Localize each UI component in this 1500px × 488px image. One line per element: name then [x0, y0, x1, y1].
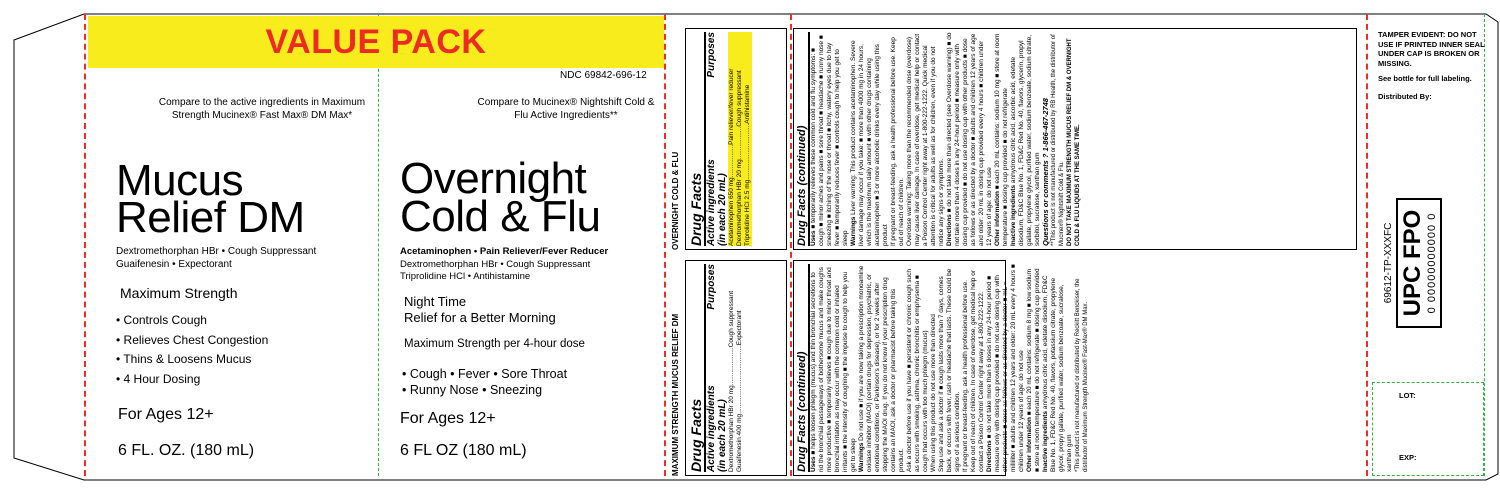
df-warn-head: Warnings: [858, 442, 865, 472]
df-pregnant: If pregnant or breast-feeding, ask a health professional before use. Keep out of reach of children.: [890, 37, 905, 246]
df-keep-out: Keep out of reach of children. In case of overdose, get medical help or contact a Poison Control Center right away at 1-800-222-1222.: [970, 270, 985, 472]
benefit-item: • Thins & Loosens Mucus: [116, 352, 252, 366]
overnight-ingredient-line: Triprolidine HCl • Antihistamine: [400, 271, 531, 282]
df-title: Drug Facts: [688, 172, 704, 246]
lot-label: LOT:: [1399, 391, 1416, 400]
df-cont-title: Drug Facts (continued): [796, 351, 808, 472]
mucus-ingredients-2: Guaifenesin • Expectorant: [116, 259, 232, 270]
fold-line: [1366, 14, 1368, 476]
df-footnote: *This product is not manufactured or distributed by Reckitt Benckiser, the distributor of Maximum Strength Mucinex® Fast-Max® DM Max.: [1075, 278, 1089, 472]
upc-block: [1383, 198, 1483, 328]
df-dir-head: Directions: [986, 440, 993, 472]
value-pack-banner: [88, 16, 664, 68]
overnight-strength: Maximum Strength per 4-hour dose: [404, 338, 585, 350]
df-active: Active ingredients: [706, 159, 717, 246]
mucus-ingredients-1: Dextromethorphan HBr • Cough Suppressant: [116, 246, 317, 257]
lot-exp-box: [1372, 382, 1484, 476]
overnight-ingredients: [400, 246, 608, 284]
night-relief-line: Relief for a Better Morning: [404, 310, 556, 325]
df-cont-title: Drug Facts (continued): [796, 125, 808, 246]
overnight-night-text: [404, 294, 556, 326]
df-active: Active ingredients: [706, 385, 717, 472]
overnight-ingredient-line: Dextromethorphan HBr • Cough Suppressant: [400, 258, 591, 270]
mucus-title-line1: Mucus: [116, 156, 244, 205]
benefit-item: • Controls Cough: [116, 313, 207, 327]
df-uses: ■ helps loosen phlegm (mucus) and thin bronchial secretions to rid the bronchial passageways of bothersome mucus and make coughs more productive ■ temporarily relieves ■ cough due to minor throat and bronchial irritation as may occur with the common cold or inhaled irritants ■ the intensity of coughing ■ the impulse to cough to help you get to sleep: [810, 267, 857, 472]
drug-facts-overnight-primary: [671, 28, 789, 250]
df-title: Drug Facts: [688, 398, 704, 472]
df-uses-head: Uses: [810, 456, 817, 472]
overnight-ages: For Ages 12+: [400, 410, 496, 427]
drug-facts-box: [793, 260, 1089, 476]
overnight-ingredient-line: Acetaminophen • Pain Reliever/Fever Reducer: [400, 246, 609, 257]
df-inactive-head: Inactive ingredients: [1010, 184, 1017, 246]
df-overdose: Overdose warning: Taking more than the recommended dose (overdose) may cause liver damage. In case of overdose, get medical help or contact a Poison Control Center right away at 1-800-222-1222. Quick medical attention is critical for adults as well as for children, even if you do not notice any signs or symptoms.: [906, 33, 945, 246]
df-warnings: Liver warning: This product contains acetaminophen. Severe liver damage may occur if you take: ■ more than 4000 mg in 24 hours, which is the maximum daily amount ■ with other drugs containing acetaminophen ■ 3 or more alcoholic drinks every day while using this product: [850, 40, 889, 246]
df-other-head: Other information: [994, 191, 1001, 246]
upc-digits: 0 00000000000 0: [1426, 212, 1438, 314]
df-per: (in each 20 mL): [717, 399, 728, 472]
overnight-compare-text: Compare to Mucinex® Nightshift Cold & Flu Active Ingredients**: [477, 97, 655, 121]
df-footnote: **This product is not manufactured or distributed by RB Health, the distributor of Mucinex® Nightshift Cold & Flu.: [1051, 34, 1065, 246]
overnight-title-line2: Cold & Flu: [400, 192, 601, 241]
df-uses: ■ temporarily relieves these common cold and flu symptoms: ■ cough ■ minor aches and pains ■ sore throat ■ headache ■ runny nose ■ sneezing ■ itching of the nose or throat ■ itchy, watery eyes due to hay fever ■ temporarily reduces fever ■ controls cough to help you get to sleep: [810, 35, 849, 246]
drug-facts-mucus-continued: [793, 260, 1089, 476]
df-ask-doctor: Ask a doctor before use if you have ■ persistent or chronic cough such as occurs with smoking, asthma, chronic bronchitis or emphysema ■ cough that occurs with too much phlegm (mucus): [906, 268, 929, 472]
drug-facts-box: [685, 28, 787, 250]
df-dir-head: Directions: [946, 214, 953, 246]
df-pregnant: If pregnant or breast-feeding, ask a health professional before use.: [962, 280, 969, 472]
product-code: 69612-TP-XXXFC: [1383, 222, 1394, 304]
mucus-title-line2: Relief DM: [116, 193, 305, 242]
df-ingredient: Dextromethorphan HBr 20 mg.....................Cough suppressant: [728, 290, 735, 472]
fold-line: [84, 14, 86, 476]
fold-line: [378, 14, 379, 476]
df-when-using: When using this product do not use more than directed: [930, 314, 937, 472]
df-inactive: anhydrous citric acid, edetate disodium, FD&C Blue No. 1, FD&C Red No. 40, flavors, potassium citrate, propylene glycol, propyl gallate, purified water, sodium benzoate, sucralose, xanthan gum: [1042, 275, 1073, 472]
df-other: ■ each 20 mL contains: sodium 8 mg ■ low sodium ■ store at room temperature ■ do not refrigerate ■ dosing cup provided: [1026, 268, 1041, 472]
df-side-title: MAXIMUM STRENGTH MUCUS RELIEF DM: [671, 313, 680, 476]
df-uses-head: Uses: [810, 230, 817, 246]
df-questions: Questions or comments ? 1-866-467-2748: [1041, 98, 1050, 246]
df-side-title: OVERNIGHT COLD & FLU: [671, 151, 680, 250]
mucus-volume: 6 FL. OZ. (180 mL): [118, 442, 255, 459]
overnight-volume: 6 FL OZ (180 mL): [400, 442, 527, 459]
upc-barcode: [1396, 198, 1442, 328]
night-time-line: Night Time: [404, 294, 467, 309]
df-purposes: Purposes: [706, 32, 717, 78]
df-per: (in each 20 mL): [717, 173, 728, 246]
df-ingredient: Guaifenesin 400 mg......................................Expectorant: [736, 310, 743, 472]
overnight-title-line1: Overnight: [400, 154, 587, 203]
df-warn-head: Warnings: [850, 216, 857, 246]
df-ingredient: Dextromethorphan HBr 20 mg..................Cough suppressant: [736, 70, 743, 246]
df-directions: ■ do not take more than directed (see Overdose warning) ■ do not take more than 4 doses in any 24-hour period ■ measure only with dosing cup provided ■ do not use dosing cup with other products ■ dose as follows or as directed by a doctor ■ adults and children 12 years of age and older: 20 mL in dosing cup provided every 4 hours ■ children under 12 years of age: do not use: [946, 32, 993, 246]
df-purposes: Purposes: [706, 264, 717, 310]
df-ingredient: Triprolidine HCl 2.5 mg...............................Antihistamine: [744, 84, 751, 246]
drug-facts-overnight-continued: [793, 28, 1363, 250]
df-other: ■ each 20 mL contains: sodium 10 mg ■ store at room temperature ■ dosing cup provided ■ do not refrigerate: [994, 33, 1009, 246]
drug-facts-box: [793, 28, 1357, 250]
benefit-item: • 4 Hour Dosing: [116, 371, 201, 386]
mucus-benefits-list: [116, 311, 268, 389]
ndc-number: NDC 69842-696-12: [560, 70, 647, 81]
df-other-head: Other information: [1026, 417, 1033, 472]
benefit-item: • Relieves Chest Congestion: [116, 332, 269, 347]
fold-line: [790, 14, 792, 476]
mucus-ages: For Ages 12+: [118, 406, 214, 423]
overnight-symptoms: [402, 366, 567, 398]
tamper-evident-notice: [1378, 30, 1488, 101]
exp-label: EXP:: [1399, 453, 1417, 462]
df-stop-use: Stop use and ask a doctor if ■ cough lasts more than 7 days, comes back, or occurs with fever, rash or headache that lasts. These could be signs of a serious condition.: [938, 268, 961, 472]
tamper-text: TAMPER EVIDENT: DO NOT USE IF PRINTED INNER SEAL UNDER CAP IS BROKEN OR MISSING.: [1378, 30, 1485, 68]
banner-text: VALUE PACK: [265, 22, 487, 61]
df-warnings: Do not use ■ if you are now taking a prescription monoamine oxidase inhibitor (MAOI) (certain drugs for depression, psychiatric, or emotional conditions, or Parkinson's disease), or for 2 weeks after stopping the MAOI drug. If you do not know if your prescription drug contains an MAOI, ask a doctor or pharmacist before taking this product.: [858, 265, 905, 472]
fold-line: [664, 14, 666, 476]
df-directions: ■ do not take more than 6 doses in any 24-hour period ■ measure only with dosing cup provided ■ do not use dosing cup with other products ■ dose as follows or as directed by a doctor ■ mL = milliliter ■ adults and children 12 years and older: 20 mL every 4 hours ■ children under 12 years of age: do not use: [986, 264, 1025, 472]
symptom-line: • Cough • Fever • Sore Throat: [402, 367, 568, 381]
mucus-strength: Maximum Strength: [120, 285, 238, 301]
mucus-compare-text: Compare to the active ingredients in Maximum Strength Mucinex® Fast Max® DM Max*: [158, 97, 366, 121]
distributed-by: Distributed By:: [1378, 91, 1432, 101]
symptom-line: • Runny Nose • Sneezing: [402, 383, 543, 397]
df-warning-both: DO NOT TAKE MAXIMUM STRENGTH MUCUS RELIEF DM & OVERNIGHT COLD & FLU LIQUIDS AT THE SAME TIME.: [1067, 38, 1081, 246]
drug-facts-mucus-primary: [671, 260, 789, 476]
df-inactive: anhydrous citric acid, ascorbic acid, edetate disodium, FD&C Blue No. 1, FD&C Red No. 40, flavors, glycerin, propyl gallate, propylene glycol, purified water, sodium benzoate, sodium citrate, sorbitol, sucralose, xanthan gum: [1010, 34, 1041, 246]
upc-label: UPC FPO: [1399, 209, 1426, 317]
df-inactive-head: Inactive ingredients: [1042, 410, 1049, 472]
see-bottle-text: See bottle for full labeling.: [1378, 74, 1472, 83]
drug-facts-box: [685, 260, 787, 476]
df-ingredient: Acetaminophen 650 mg..................Pain reliever/fever reducer: [728, 68, 735, 246]
